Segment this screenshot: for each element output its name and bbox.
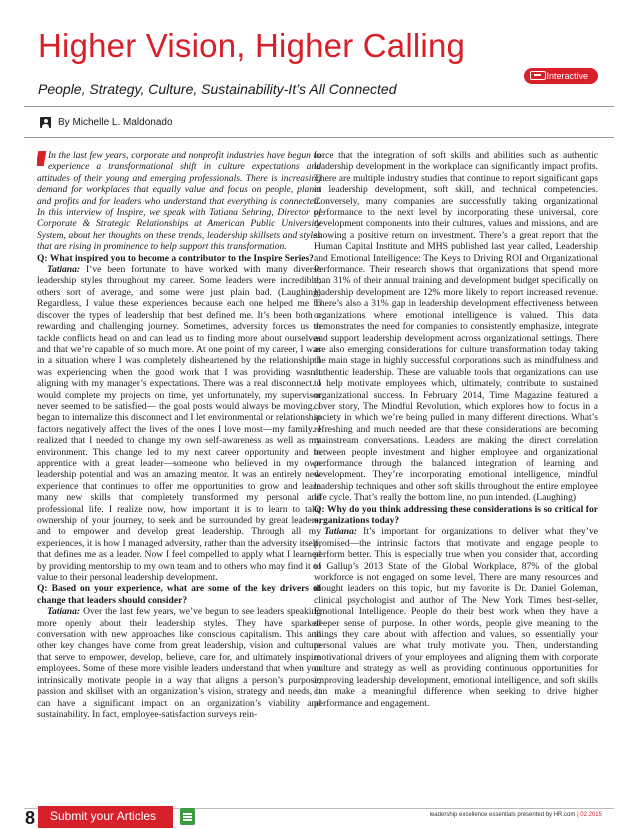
byline-text: By Michelle L. Maldonado <box>58 117 173 128</box>
page-number: 8 <box>25 808 36 828</box>
speaker-label: Tatiana: <box>47 264 81 276</box>
credit-separator: | <box>577 812 579 818</box>
intro-paragraph <box>37 150 321 253</box>
submit-articles-button[interactable]: Submit your Articles <box>38 806 173 828</box>
footer-credit <box>430 812 602 818</box>
answer-3-text: It’s important for organizations to deliver what they’ve promised—the intrinsic factors that motivate and engage people to perform better. This is especially true when you consider that, according to Gallup’s 2013 State of the Global Workplace, 87% of the global workforce is not engaged on some level. There are many resources and thought leaders on this topic, but my favorite is Dr. Daniel Goleman, clinical psychologist and author of The New York Times best-seller, Emotional Intelligence. People do their best work when they have a deeper sense of purpose. In other words, people give meaning to the things they care about with affection and values, so essentially your personal values are what truly motivate you. Then, understanding motivational drivers of your employees and aligning them with corporate culture and strategy as well as providing continuous opportunities for improving leadership development, emotional intelligence, and soft skills can make a meaningful difference when seeking to drive higher performance and engagement. <box>314 526 598 709</box>
answer-2-text: Over the last few years, we’ve begun to see leaders speaking more openly about their leadership styles. They have sparked conversation with new approaches like conscious capitalism. This and other key changes have come from great leadership, vision and culture that serve to empower, develop, believe, care for, and ultimately inspire employees. Some of these more visible leaders understand that when you intrinsically motivate people in a way that aligns a person’s purpose, passion and skillset with an organization’s vision, strategy and needs, it can have a significant impact on an organization’s viability and sustainability. In fact, employee-satisfaction surveys rein- <box>37 606 321 720</box>
answer-1-text: I’ve been fortunate to have worked with many diverse leadership styles throughout my career. Some leaders were incredible; others sort of average, and some were just plain bad. (Laughing) Regardless, I value these experiences because each one helped me to discover the types of leadership that best defined me. It’s been both a rewarding and challenging journey. Sometimes, adversity forces us to tackle conflicts head on and can lead us to finding more about ourselves and that we’re capable of so much more. At one point of my career, I was in a situation where I was completely disheartened by the relationship I was experiencing when the good work that I was providing wasn’t aligning with my manager’s expectations. There was a real disconnect. I would complete my projects on time, yet unfortunately, my supervisor never seemed to be satisfied— the goal posts would always be moving. I began to internalize this disconnect and I let environmental or relationship factors negatively affect the lives of the ones I love most—my family. I realized that I needed to change my own self-awareness as well as my environment. This change led to my next career opportunity and to apprentice with a great leader—someone who believed in my own leadership potential and was an amazing mentor. It was an entirely new experience that continues to offer me opportunities to grow and learn many new skills that completely transformed my personal and professional life. I realize now, how important it is to learn to take ownership of your journey, to seek and be surrounded by great leaders, and to empower and develop great leadership. Through all my experiences, it is how I managed adversity, rather than the adversity itself, that defines me as a leader. Now I feel compelled to apply what I learned by providing mentorship to my own team and to others who may find it of value to their personal leadership development. <box>37 264 321 584</box>
byline <box>40 117 173 128</box>
intro-text: In the last few years, corporate and nonprofit industries have begun to experience a transformational shift in culture expectations and attitudes of their young and emerging professionals. There is increasing demand for workplaces that equally value and focus on people, planet and profits and for leaders who understand that everything is connected. In this interview of Inspire, we speak with Tatiana Sehring, Director of Corporate & Strategic Relationships at American Public University System, about her thoughts on these trends, leadership skillsets and styles that are rising in prominence to help support this transformation. <box>37 150 321 253</box>
question-1: Q: What inspired you to become a contributor to the Inspire Series? <box>37 252 314 264</box>
article-column-right <box>314 150 598 808</box>
article-column-left <box>37 150 321 808</box>
divider-byline <box>24 137 614 138</box>
page-title: Higher Vision, Higher Calling <box>38 27 466 64</box>
document-icon[interactable] <box>180 808 195 825</box>
page-subtitle: People, Strategy, Culture, Sustainability-It’s All Connected <box>38 81 397 97</box>
interactive-badge[interactable] <box>524 68 598 84</box>
person-icon <box>40 117 51 128</box>
monitor-icon <box>530 71 546 80</box>
interactive-label: Interactive <box>546 71 588 81</box>
credit-text: leadership excellence essentials presented by HR.com <box>429 812 576 818</box>
answer-1 <box>37 264 321 583</box>
divider-top <box>24 106 614 107</box>
speaker-label: Tatiana: <box>47 606 81 618</box>
speaker-label: Tatiana: <box>324 526 358 538</box>
issue-date: 02.2015 <box>580 812 602 818</box>
right-paragraph: force that the integration of soft skills and abilities such as authentic leadership development in the workplace can significantly impact profits. There are multiple industry studies that continue to report significant gaps in leadership development, soft skill, and technical competencies. Conversely, many companies are successfully taking organizational performance to the next level by incorporating these universal, core development components into their cultures, values and missions, and are showing a positive return on investment. There’s a great report that the Human Capital Institute and MHS published last year called, Leadership and Emotional Intelligence: The Keys to Driving ROI and Organizational Performance. Their research shows that organizations that spend more than 31% of their annual training and development budget specifically on leadership development are 12% more likely to report increased revenue. There’s also a 31% gap in leadership development effectiveness between organizations where emotional intelligence is valued. This data demonstrates the need for companies to consistently emphasize, integrate and support leadership development across organizational settings. There are also emerging considerations for culture transformation today taking the main stage in highly successful corporations such as mindfulness and authentic leadership. These are valuable tools that organizations can use to help motivate employees which, ultimately, contribute to sustained organizational success. In February 2014, Time Magazine featured a cover story, The Mindful Revolution, which explores how to focus in a society in which we’re being pulled in many different directions. What’s refreshing and much needed are that these considerations are becoming mainstream conversations. Leaders are making the direct correlation between people investment and higher employee and organizational performance through the balanced integration of learning and development. They’re incorporating emotional intelligence, mindful leadership techniques and other soft skills throughout the entire employee life cycle. That’s really the bottom line, no pun intended. (Laughing) <box>314 150 598 504</box>
dropcap-mark <box>37 151 46 166</box>
question-3: Q: Why do you think addressing these considerations is so critical for organizations today? <box>314 503 598 526</box>
question-2: Q: Based on your experience, what are some of the key drivers of change that leaders should consider? <box>37 583 321 606</box>
answer-2 <box>37 606 321 720</box>
answer-3 <box>314 526 598 709</box>
